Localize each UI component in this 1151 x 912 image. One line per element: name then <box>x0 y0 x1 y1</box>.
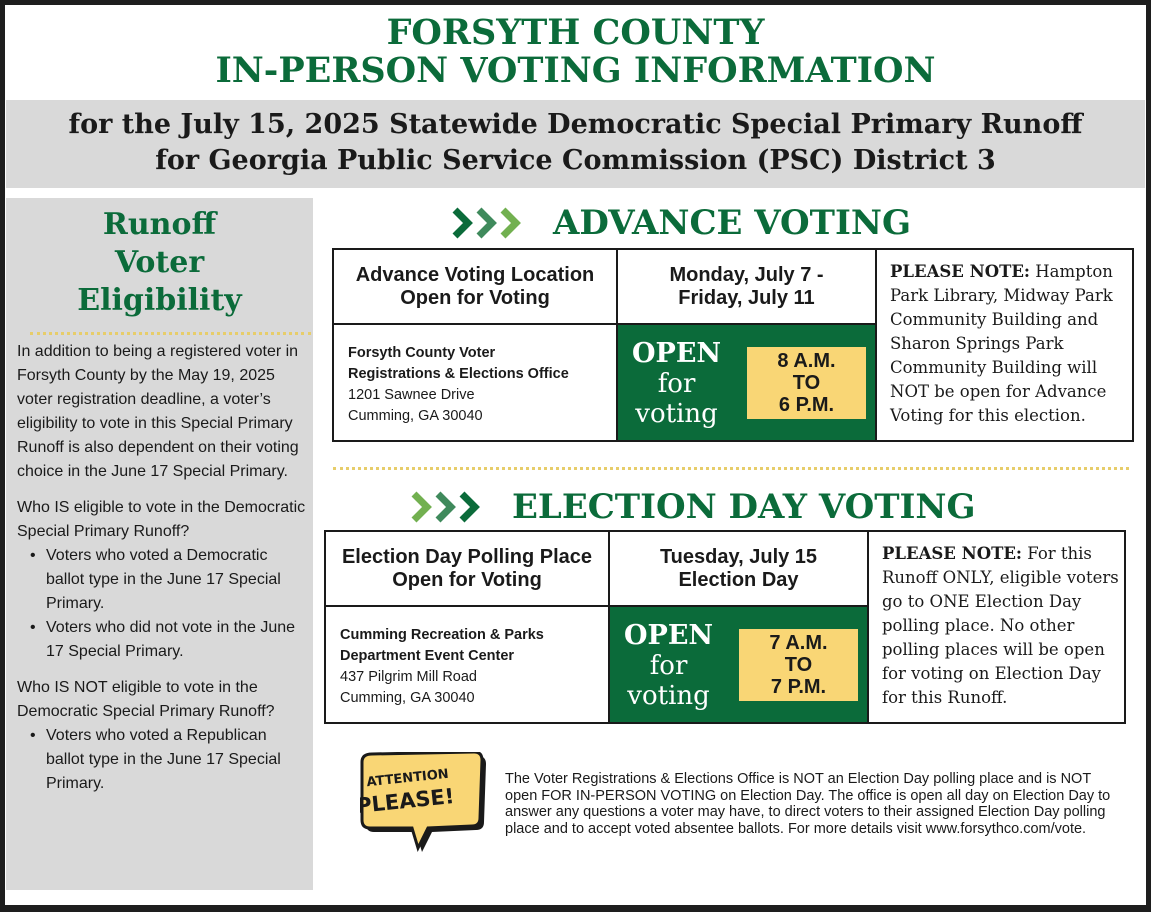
chevrons-icon <box>410 490 490 524</box>
attention-badge-icon <box>360 752 492 856</box>
advance-dates-header: Monday, July 7 - Friday, July 11 <box>669 263 824 309</box>
page-title: FORSYTH COUNTY IN-PERSON VOTING INFORMATION <box>215 12 936 91</box>
election-day-note: PLEASE NOTE: For this Runoff ONLY, eligible voters go to ONE Election Day polling place. No other polling places will be open for voting on Election Day for this Runoff. <box>882 544 1119 707</box>
eligible-question: Who IS eligible to vote in the Democratic Special Primary Runoff? <box>17 499 306 540</box>
advance-location-header: Advance Voting Location Open for Voting <box>355 263 595 309</box>
advance-open-box <box>618 325 875 440</box>
chevrons-icon <box>451 206 531 240</box>
advance-location-details: Forsyth County Voter Registrations & Elections Office 1201 Sawnee Drive Cumming, GA 30040 <box>348 345 569 424</box>
election-day-open-box <box>610 607 867 722</box>
election-day-hours-badge: 7 A.M. TO 7 P.M. <box>737 627 860 703</box>
svg-text:PLEASE!: PLEASE! <box>360 783 456 819</box>
not-eligible-question: Who IS NOT eligible to vote in the Democratic Special Primary Runoff? <box>17 679 275 720</box>
eligible-list <box>17 544 309 664</box>
election-day-location-details: Cumming Recreation & Parks Department Event Center 437 Pilgrim Mill Road Cumming, GA 30040 <box>340 627 544 706</box>
open-for-voting-label: OPEN for voting <box>624 620 714 711</box>
sidebar-body <box>17 340 309 808</box>
election-day-location-header: Election Day Polling Place Open for Voting <box>341 545 593 591</box>
advance-note: PLEASE NOTE: Hampton Park Library, Midway Park Community Building and Sharon Springs Park Community Building will NOT be open for Advance Voting for this election. <box>890 262 1113 425</box>
svg-text:ATTENTION: ATTENTION <box>365 766 450 791</box>
eligibility-sidebar <box>6 198 313 890</box>
election-day-date-header: Tuesday, July 15 Election Day <box>659 545 818 591</box>
advance-voting-table <box>332 248 1134 442</box>
open-for-voting-label: OPEN for voting <box>632 338 722 429</box>
advance-voting-heading: ADVANCE VOTING <box>451 200 911 246</box>
eligibility-intro: In addition to being a registered voter in Forsyth County by the May 19, 2025 voter registration deadline, a voter’s eligibility to vote in this Special Primary Runoff is also dependent on their voting choice in the June 17 Special Primary. <box>17 343 299 480</box>
list-item: • Voters who voted a Democratic ballot type in the June 17 Special Primary. <box>17 544 309 616</box>
subtitle-line-1: for the July 15, 2025 Statewide Democratic Special Primary Runoff <box>68 109 1083 140</box>
election-day-heading: ELECTION DAY VOTING <box>410 484 976 530</box>
list-item: • Voters who voted a Republican ballot type in the June 17 Special Primary. <box>17 724 309 796</box>
sidebar-title: Runoff Voter Eligibility <box>77 207 242 318</box>
subtitle-line-2: for Georgia Public Service Commission (PSC) District 3 <box>155 145 996 176</box>
dotted-divider <box>30 332 311 335</box>
advance-hours-badge: 8 A.M. TO 6 P.M. <box>745 345 868 421</box>
subtitle-band <box>6 100 1145 188</box>
footer-note: The Voter Registrations & Elections Office is NOT an Election Day polling place and is NOT open FOR IN-PERSON VOTING on Election Day. The office is open all day on Election Day to answer any questions a voter may have, to direct voters to their assigned Election Day polling place and to accept voted absentee ballots. For more details visit www.forsythco.com/vote. <box>505 771 1111 837</box>
list-item: • Voters who did not vote in the June 17 Special Primary. <box>17 616 309 664</box>
election-day-table <box>324 530 1126 724</box>
dotted-divider <box>333 467 1129 470</box>
not-eligible-list <box>17 724 309 796</box>
